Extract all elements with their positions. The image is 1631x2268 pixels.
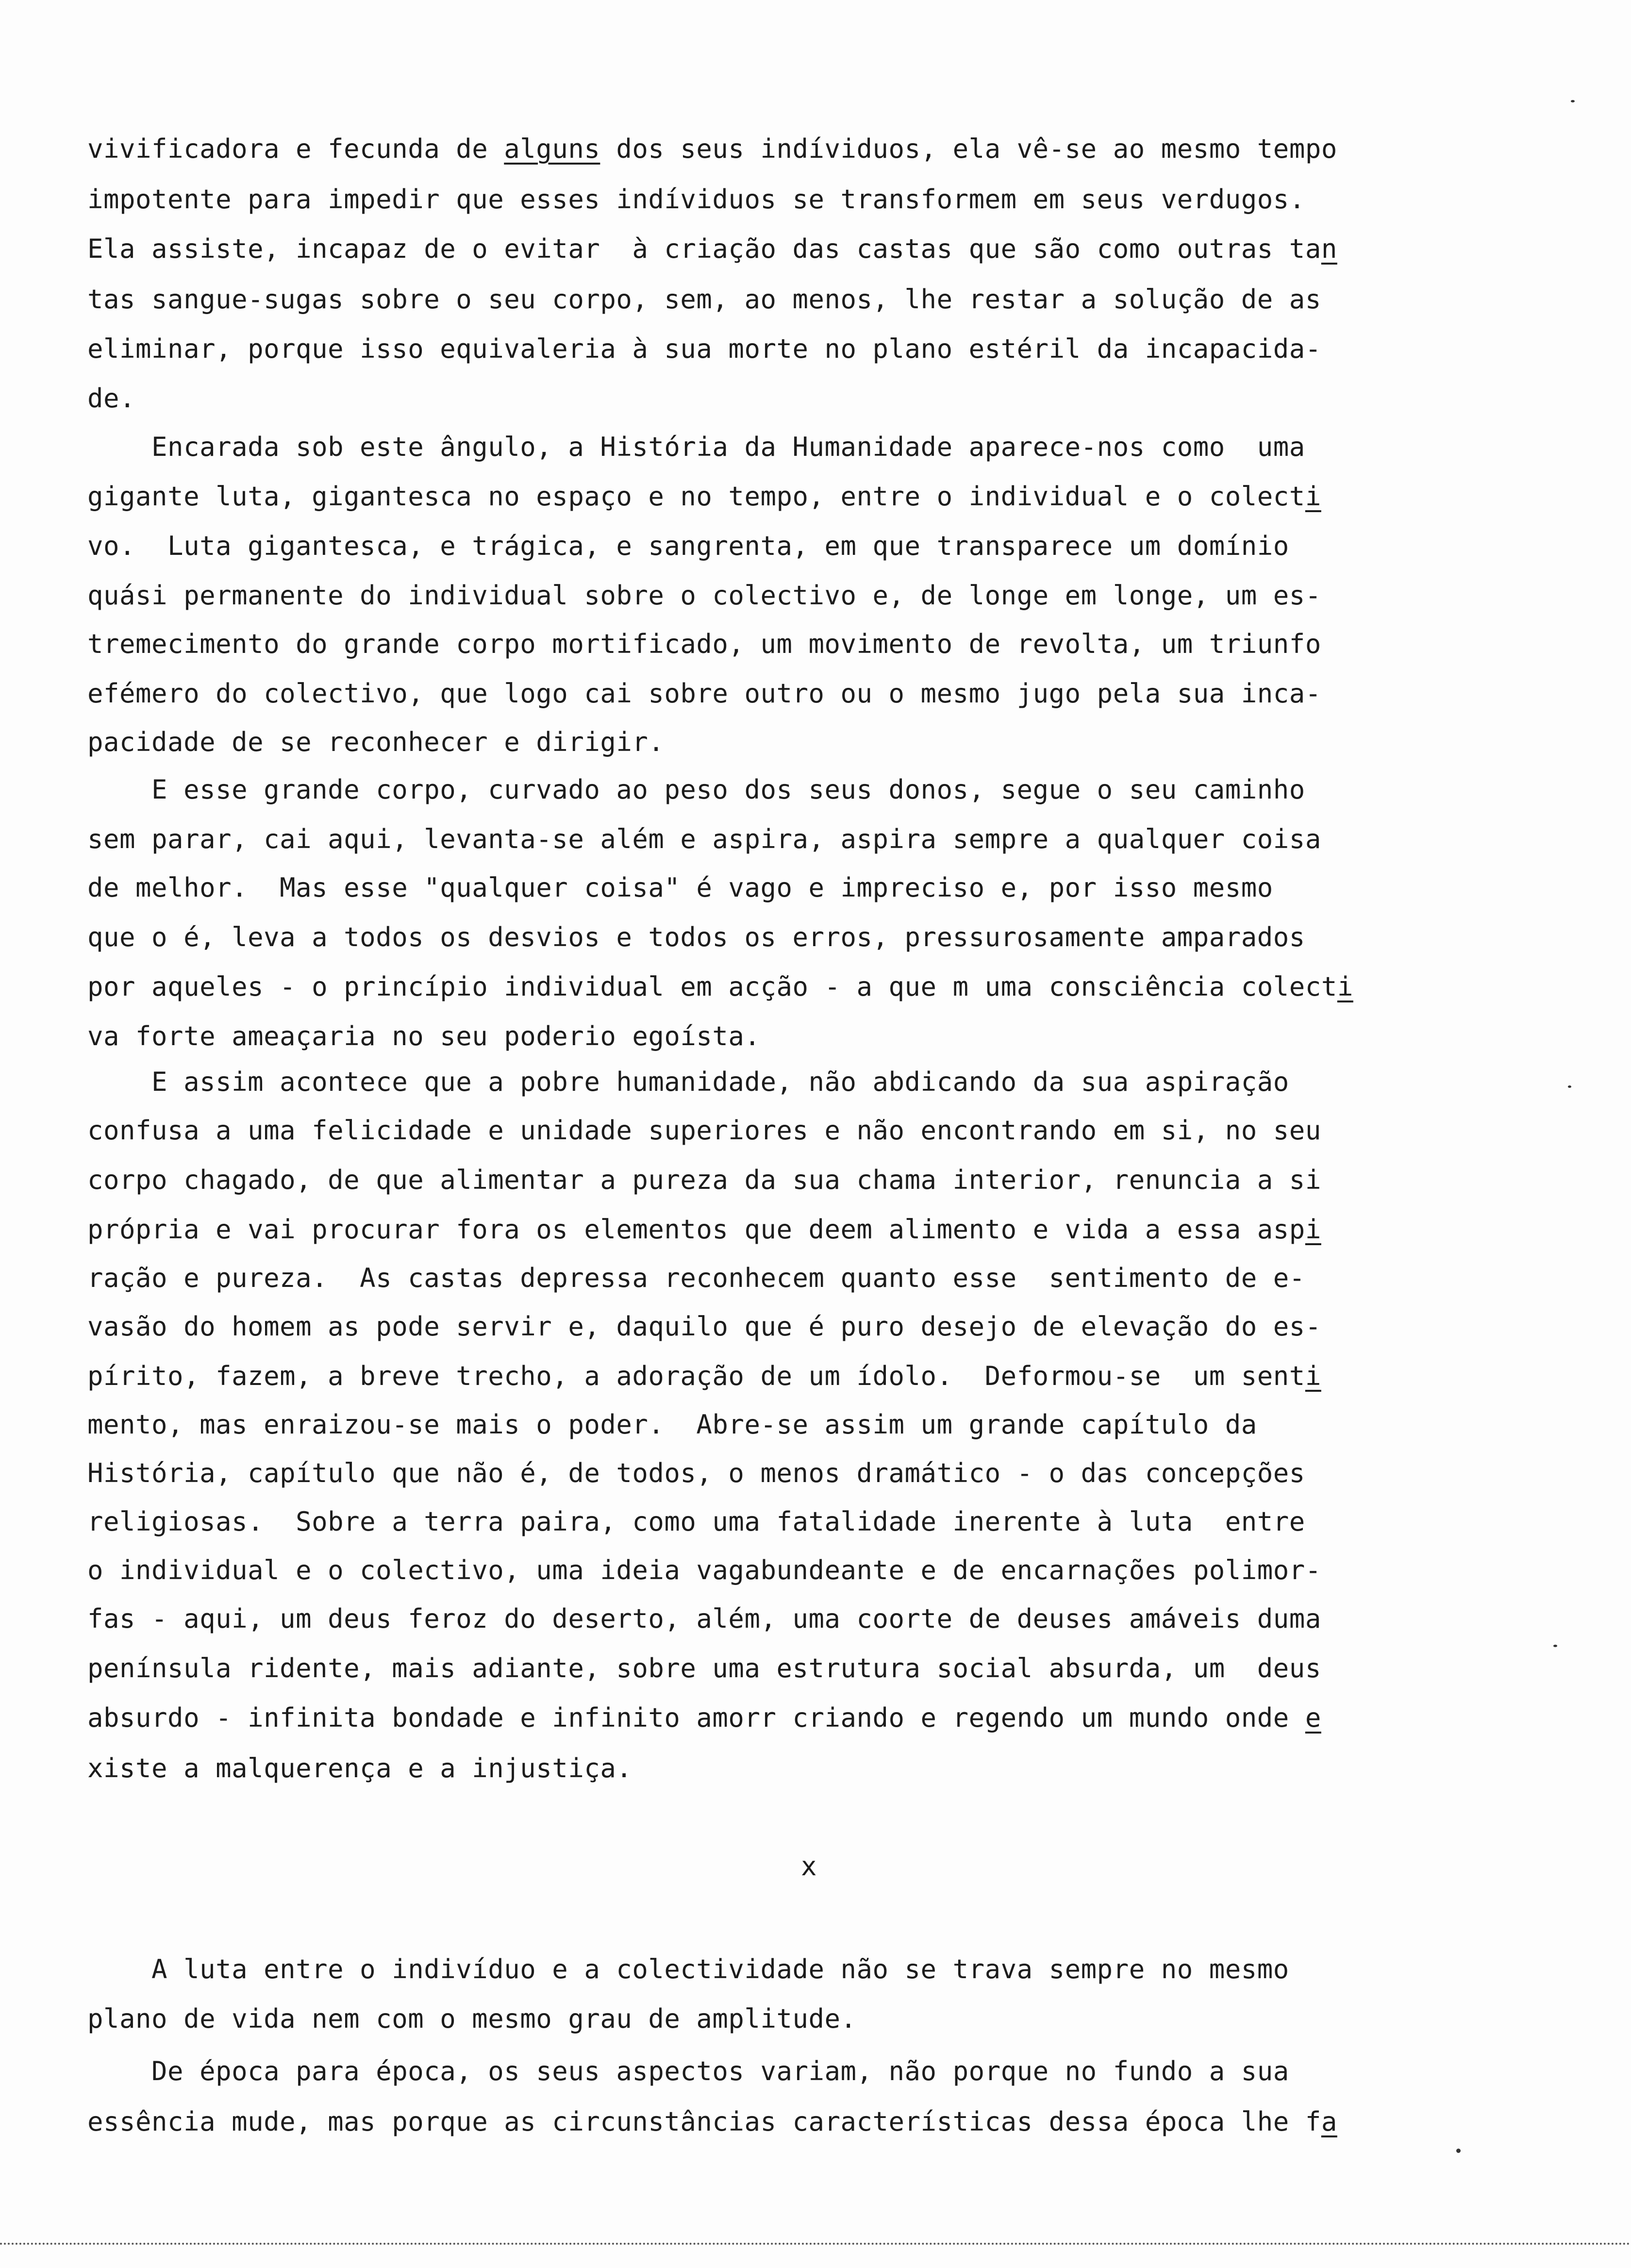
- text-line: tremecimento do grande corpo mortificado, um movimento de revolta, um triunfo: [87, 629, 1321, 659]
- text-line: mento, mas enraizou-se mais o poder. Abre-se assim um grande capítulo da: [87, 1409, 1257, 1440]
- text-line: vivificadora e fecunda de alguns dos seus indíviduos, ela vê-se ao mesmo tempo: [87, 133, 1337, 164]
- text-line: E assim acontece que a pobre humanidade, não abdicando da sua aspiração: [87, 1067, 1289, 1097]
- text-line: absurdo - infinita bondade e infinito amorr criando e regendo um mundo onde e: [87, 1702, 1321, 1733]
- text-line: impotente para impedir que esses indíviduos se transformem em seus verdugos.: [87, 184, 1305, 215]
- text-line: o individual e o colectivo, uma ideia vagabundeante e de encarnações polimor-: [87, 1555, 1321, 1585]
- text-line: De época para época, os seus aspectos variam, não porque no fundo a sua: [87, 2056, 1289, 2086]
- text-line: própria e vai procurar fora os elementos que deem alimento e vida a essa aspi: [87, 1214, 1321, 1245]
- text-line: sem parar, cai aqui, levanta-se além e aspira, aspira sempre a qualquer coisa: [87, 824, 1321, 854]
- text-line: religiosas. Sobre a terra paira, como uma fatalidade inerente à luta entre: [87, 1506, 1305, 1537]
- text-line: fas - aqui, um deus feroz do deserto, além, uma coorte de deuses amáveis duma: [87, 1603, 1321, 1634]
- section-separator: x: [801, 1851, 817, 1882]
- text-line: ração e pureza. As castas depressa reconhecem quanto esse sentimento de e-: [87, 1263, 1305, 1293]
- text-line: quási permanente do individual sobre o colectivo e, de longe em longe, um es-: [87, 580, 1321, 611]
- scan-speck: [1568, 1085, 1571, 1088]
- text-line: plano de vida nem com o mesmo grau de amplitude.: [87, 2003, 857, 2034]
- text-line: por aqueles - o princípio individual em acção - a que m uma consciência colecti: [87, 971, 1353, 1002]
- text-line: E esse grande corpo, curvado ao peso dos seus donos, segue o seu caminho: [87, 774, 1305, 805]
- text-line: eliminar, porque isso equivaleria à sua morte no plano estéril da incapacida-: [87, 334, 1321, 364]
- text-line: de melhor. Mas esse "qualquer coisa" é vago e impreciso e, por isso mesmo: [87, 872, 1273, 903]
- underlined-word: alguns: [504, 133, 600, 164]
- text-line: essência mude, mas porque as circunstâncias características dessa época lhe fa: [87, 2106, 1337, 2137]
- page-edge-rule: [0, 2243, 1631, 2245]
- text-line: península ridente, mais adiante, sobre uma estrutura social absurda, um deus: [87, 1653, 1321, 1684]
- text-line: Encarada sob este ângulo, a História da Humanidade aparece-nos como uma: [87, 432, 1305, 462]
- text-line: História, capítulo que não é, de todos, o menos dramático - o das concepções: [87, 1458, 1305, 1488]
- text-line: gigante luta, gigantesca no espaço e no tempo, entre o individual e o colecti: [87, 481, 1321, 512]
- text-line: A luta entre o indivíduo e a colectividade não se trava sempre no mesmo: [87, 1954, 1289, 1984]
- text-line: confusa a uma felicidade e unidade superiores e não encontrando em si, no seu: [87, 1115, 1321, 1146]
- text-line: pacidade de se reconhecer e dirigir.: [87, 727, 665, 757]
- scan-speck: [1553, 1645, 1557, 1647]
- text-line: tas sangue-sugas sobre o seu corpo, sem, ao menos, lhe restar a solução de as: [87, 284, 1321, 315]
- scan-speck: [1456, 2149, 1461, 2153]
- text-line: efémero do colectivo, que logo cai sobre outro ou o mesmo jugo pela sua inca-: [87, 678, 1321, 709]
- text-line: de.: [87, 383, 136, 414]
- text-line: pírito, fazem, a breve trecho, a adoração de um ídolo. Deformou-se um senti: [87, 1361, 1321, 1391]
- text-line: vasão do homem as pode servir e, daquilo que é puro desejo de elevação do es-: [87, 1311, 1321, 1342]
- text-line: va forte ameaçaria no seu poderio egoísta.: [87, 1021, 761, 1051]
- text-line: corpo chagado, de que alimentar a pureza da sua chama interior, renuncia a si: [87, 1165, 1321, 1195]
- text-line: Ela assiste, incapaz de o evitar à criação das castas que são como outras tan: [87, 233, 1337, 264]
- text-line: vo. Luta gigantesca, e trágica, e sangrenta, em que transparece um domínio: [87, 531, 1289, 561]
- scan-speck: [1571, 100, 1575, 102]
- text-line: que o é, leva a todos os desvios e todos os erros, pressurosamente amparados: [87, 922, 1305, 952]
- text-line: xiste a malquerença e a injustiça.: [87, 1753, 632, 1784]
